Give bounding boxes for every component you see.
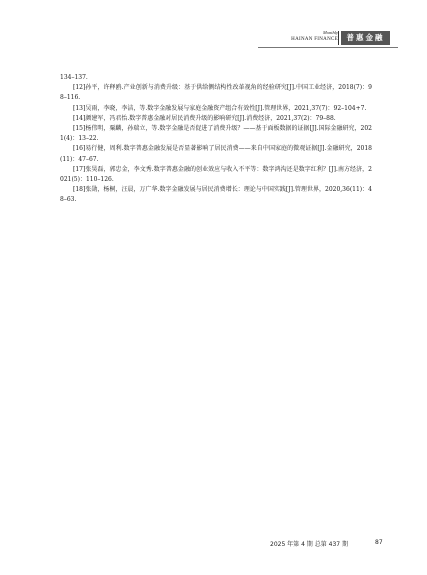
journal-name-english: HAINAN FINANCE [291,36,338,42]
journal-title-english [291,31,338,42]
issue-info: 2025 年第 4 期 总第 437 期 [270,541,348,548]
reference-item: [17]张昊磊，郭忠金，李文秀.数字普惠金融的创业效应与收入不平等：数字鸿沟还是数字红利？[J].南方经济，2021(5)：110–126. [60,165,372,184]
reference-item: [18]张勋，杨桐，汪晨，万广华.数字金融发展与居民消费增长：理论与中国实践[J].管理世界，2020,36(11)：48–63. [60,186,372,204]
reference-list [60,73,372,206]
header-divider [338,31,339,45]
journal-title-chinese: 普惠金融 [341,31,390,45]
monthly-label: Monthly [323,30,338,35]
reference-continuation: 134–137. [60,74,88,81]
reference-item: [12]孙平，许释鸥.产业创新与消费升级：基于供给侧结构性改革视角的经验研究[J].中国工业经济，2018(7)：98–116. [60,84,372,102]
header-rule [258,47,398,48]
reference-item: [15]杨伟明，粟麟，孙瑞立，等.数字金融是否促进了消费升级？——基于面板数据的证据[J].国际金融研究，2021(4)：13–22. [60,125,372,143]
journal-header [258,31,398,47]
reference-item: [16]易行健，周利.数字普惠金融发展是否显著影响了居民消费——来自中国家庭的微观证据[J].金融研究，2018(11)：47–67. [60,145,372,163]
page-number: 87 [375,539,383,546]
reference-item: [14]颜建军，冯君怡.数字普惠金融对居民消费升级的影响研究[J].消费经济，2021,37(2)：79–88. [73,114,336,122]
reference-item: [13]吴雨，李晓，李洁，等.数字金融发展与家庭金融资产组合有效性[J].管理世界，2021,37(7)：92–104+7. [73,104,367,112]
